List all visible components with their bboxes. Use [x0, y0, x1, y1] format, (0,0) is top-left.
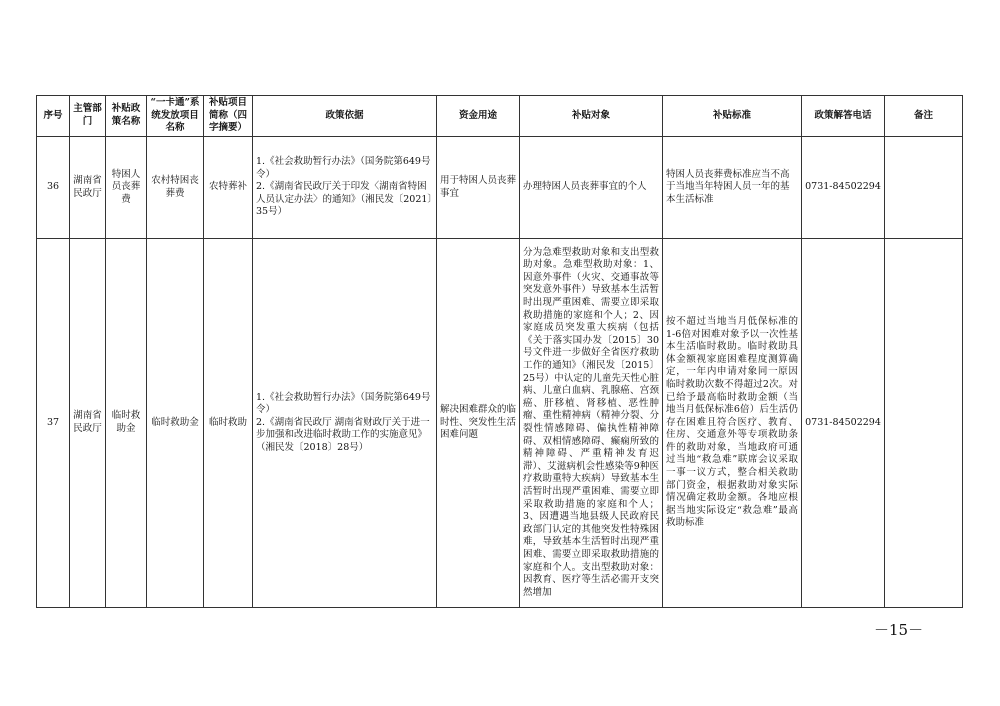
cell-standard: 按不超过当地当月低保标准的1-6倍对困难对象予以一次性基本生活临时救助。临时救助具体金额视家庭困难程度测算确定，一年内申请对象同一原因临时救助次数不得超过2次。对已给予最高临时救助金额（当地当月低保标准6倍）后生活仍存在困难且符合医疗、教育、住房、交通意外等专项救助条件的救助对象，当地政府可通过当地“救急难”联席会议采取一事一议方式，整合相关救助部门资金，根据救助对象实际情况确定救助金额。各地应根据当地实际设定“救急难”最高救助标准: [663, 239, 802, 608]
cell-short-name: 农特葬补: [204, 137, 253, 239]
cell-target: 办理特困人员丧葬事宜的个人: [520, 137, 663, 239]
header-dept: 主管部门: [70, 96, 106, 137]
header-card-item: “一卡通”系统发放项目名称: [147, 96, 204, 137]
header-policy-name: 补贴政策名称: [106, 96, 147, 137]
cell-policy-name: 特困人员丧葬费: [106, 137, 147, 239]
cell-dept: 湖南省民政厅: [70, 137, 106, 239]
cell-phone: 0731-84502294: [802, 239, 885, 608]
cell-seq: 36: [37, 137, 70, 239]
table-header-row: [37, 96, 963, 137]
cell-dept: 湖南省民政厅: [70, 239, 106, 608]
header-usage: 资金用途: [437, 96, 520, 137]
page-number: －15－: [874, 621, 924, 639]
header-basis: 政策依据: [253, 96, 437, 137]
cell-short-name: 临时救助: [204, 239, 253, 608]
cell-note: [885, 239, 963, 608]
table-row: [37, 239, 963, 608]
header-note: 备注: [885, 96, 963, 137]
cell-policy-name: 临时救助金: [106, 239, 147, 608]
cell-standard: 特困人员丧葬费标准应当不高于当地当年特困人员一年的基本生活标准: [663, 137, 802, 239]
cell-target: 分为急难型救助对象和支出型救助对象。急难型救助对象：1、因意外事件（火灾、交通事故等突发意外事件）导致基本生活暂时出现严重困难、需要立即采取救助措施的家庭和个人；2、因家庭成员突发重大疾病（包括《关于落实国办发〔2015〕30号文件进一步做好全省医疗救助工作的通知》（湘民发〔2015〕25号）中认定的儿童先天性心脏病、儿童白血病、乳腺癌、宫颈癌、肝移植、肾移植、恶性肿瘤、重性精神病（精神分裂、分裂性情感障碍、偏执性精神障碍、双相情感障碍、癫痫所致的精神障碍、严重精神发育迟滞）、艾滋病机会性感染等9种医疗救助重特大疾病）导致基本生活暂时出现严重困难、需要立即采取救助措施的家庭和个人；3、因遭遇当地县级人民政府民政部门认定的其他突发性特殊困难，导致基本生活暂时出现严重困难、需要立即采取救助措施的家庭和个人。支出型救助对象：因教育、医疗等生活必需开支突然增加: [520, 239, 663, 608]
cell-basis: 1.《社会救助暂行办法》（国务院第649号令） 2.《湖南省民政厅关于印发〈湖南省特困人员认定办法〉的通知》（湘民发〔2021〕35号）: [253, 137, 437, 239]
header-seq: 序号: [37, 96, 70, 137]
header-standard: 补贴标准: [663, 96, 802, 137]
cell-seq: 37: [37, 239, 70, 608]
cell-phone: 0731-84502294: [802, 137, 885, 239]
cell-basis: 1.《社会救助暂行办法》（国务院第649号令） 2.《湖南省民政厅 湖南省财政厅关于进一步加强和改进临时救助工作的实施意见》（湘民发〔2018〕28号）: [253, 239, 437, 608]
header-phone: 政策解答电话: [802, 96, 885, 137]
cell-card-item: 农村特困丧葬费: [147, 137, 204, 239]
cell-usage: 用于特困人员丧葬事宜: [437, 137, 520, 239]
table-row: [37, 137, 963, 239]
cell-usage: 解决困难群众的临时性、突发性生活困难问题: [437, 239, 520, 608]
cell-card-item: 临时救助金: [147, 239, 204, 608]
cell-note: [885, 137, 963, 239]
header-target: 补贴对象: [520, 96, 663, 137]
header-short-name: 补贴项目简称（四字摘要）: [204, 96, 253, 137]
policy-table: [36, 95, 963, 608]
